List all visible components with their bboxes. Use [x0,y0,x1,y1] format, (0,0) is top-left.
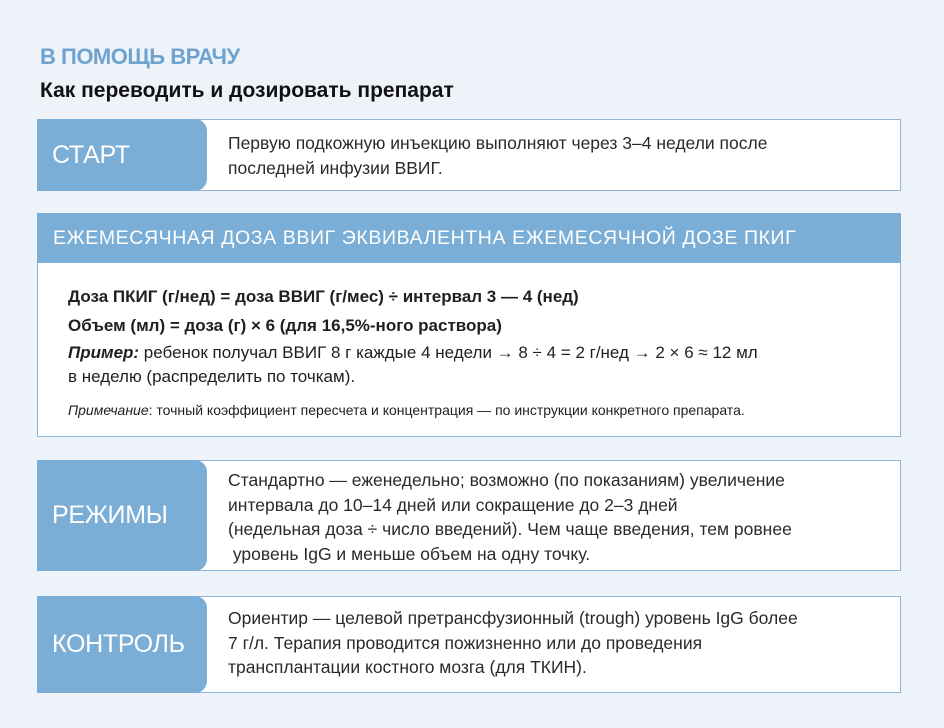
section-kicker: В ПОМОЩЬ ВРАЧУ [40,44,240,69]
control-line: Ориентир — целевой претрансфузионный (trough) уровень IgG более [228,608,798,628]
modes-text [228,468,880,566]
control-tab: КОНТРОЛЬ [37,596,207,693]
start-box [37,119,901,191]
start-tab: СТАРТ [37,119,207,191]
volume-formula: Объем (мл) = доза (г) × 6 (для 16,5%-ного раствора) [68,316,502,335]
modes-line: интервала до 10–14 дней или сокращение до 2–3 дней [228,494,678,515]
modes-line: уровень IgG и меньше объем на одну точку. [228,543,591,564]
note-text: : точный коэффициент пересчета и концентрация — по инструкции конкретного препарата. [148,402,745,418]
example-text: ребенок получал ВВИГ 8 г каждые 4 недели → 8 ÷ 4 = 2 г/нед → 2 × 6 ≈ 12 мл [139,343,758,362]
note-label: Примечание [68,402,149,418]
control-line: 7 г/л. Терапия проводится пожизненно или до проведения [228,632,703,653]
control-line: трансплантации костного мозга (для ТКИН). [228,657,587,677]
modes-line: (недельная доза ÷ число введений). Чем чаще введения, тем ровнее [228,519,792,539]
page-title: Как переводить и дозировать препарат [40,79,454,102]
example-label: Пример: [68,343,140,362]
start-text [228,131,880,180]
modes-line: Стандартно — еженедельно; возможно (по показаниям) увеличение [228,470,785,490]
start-line: последней инфузии ВВИГ. [228,157,443,178]
dose-box [37,213,901,437]
dose-body [68,282,880,419]
dose-formula: Доза ПКИГ (г/нед) = доза ВВИГ (г/мес) ÷ интервал 3 — 4 (нед) [68,287,579,306]
start-line: Первую подкожную инъекцию выполняют через 3–4 недели после [228,133,768,153]
control-box [37,596,901,693]
modes-tab: РЕЖИМЫ [37,460,207,571]
modes-box [37,460,901,571]
control-text [228,606,880,680]
dose-header: ЕЖЕМЕСЯЧНАЯ ДОЗА ВВИГ ЭКВИВАЛЕНТНА ЕЖЕМЕСЯЧНОЙ ДОЗЕ ПКИГ [37,213,901,263]
dose-example [68,341,880,389]
example-text-continued: в неделю (распределить по точкам). [68,367,356,386]
dose-note [68,401,880,419]
